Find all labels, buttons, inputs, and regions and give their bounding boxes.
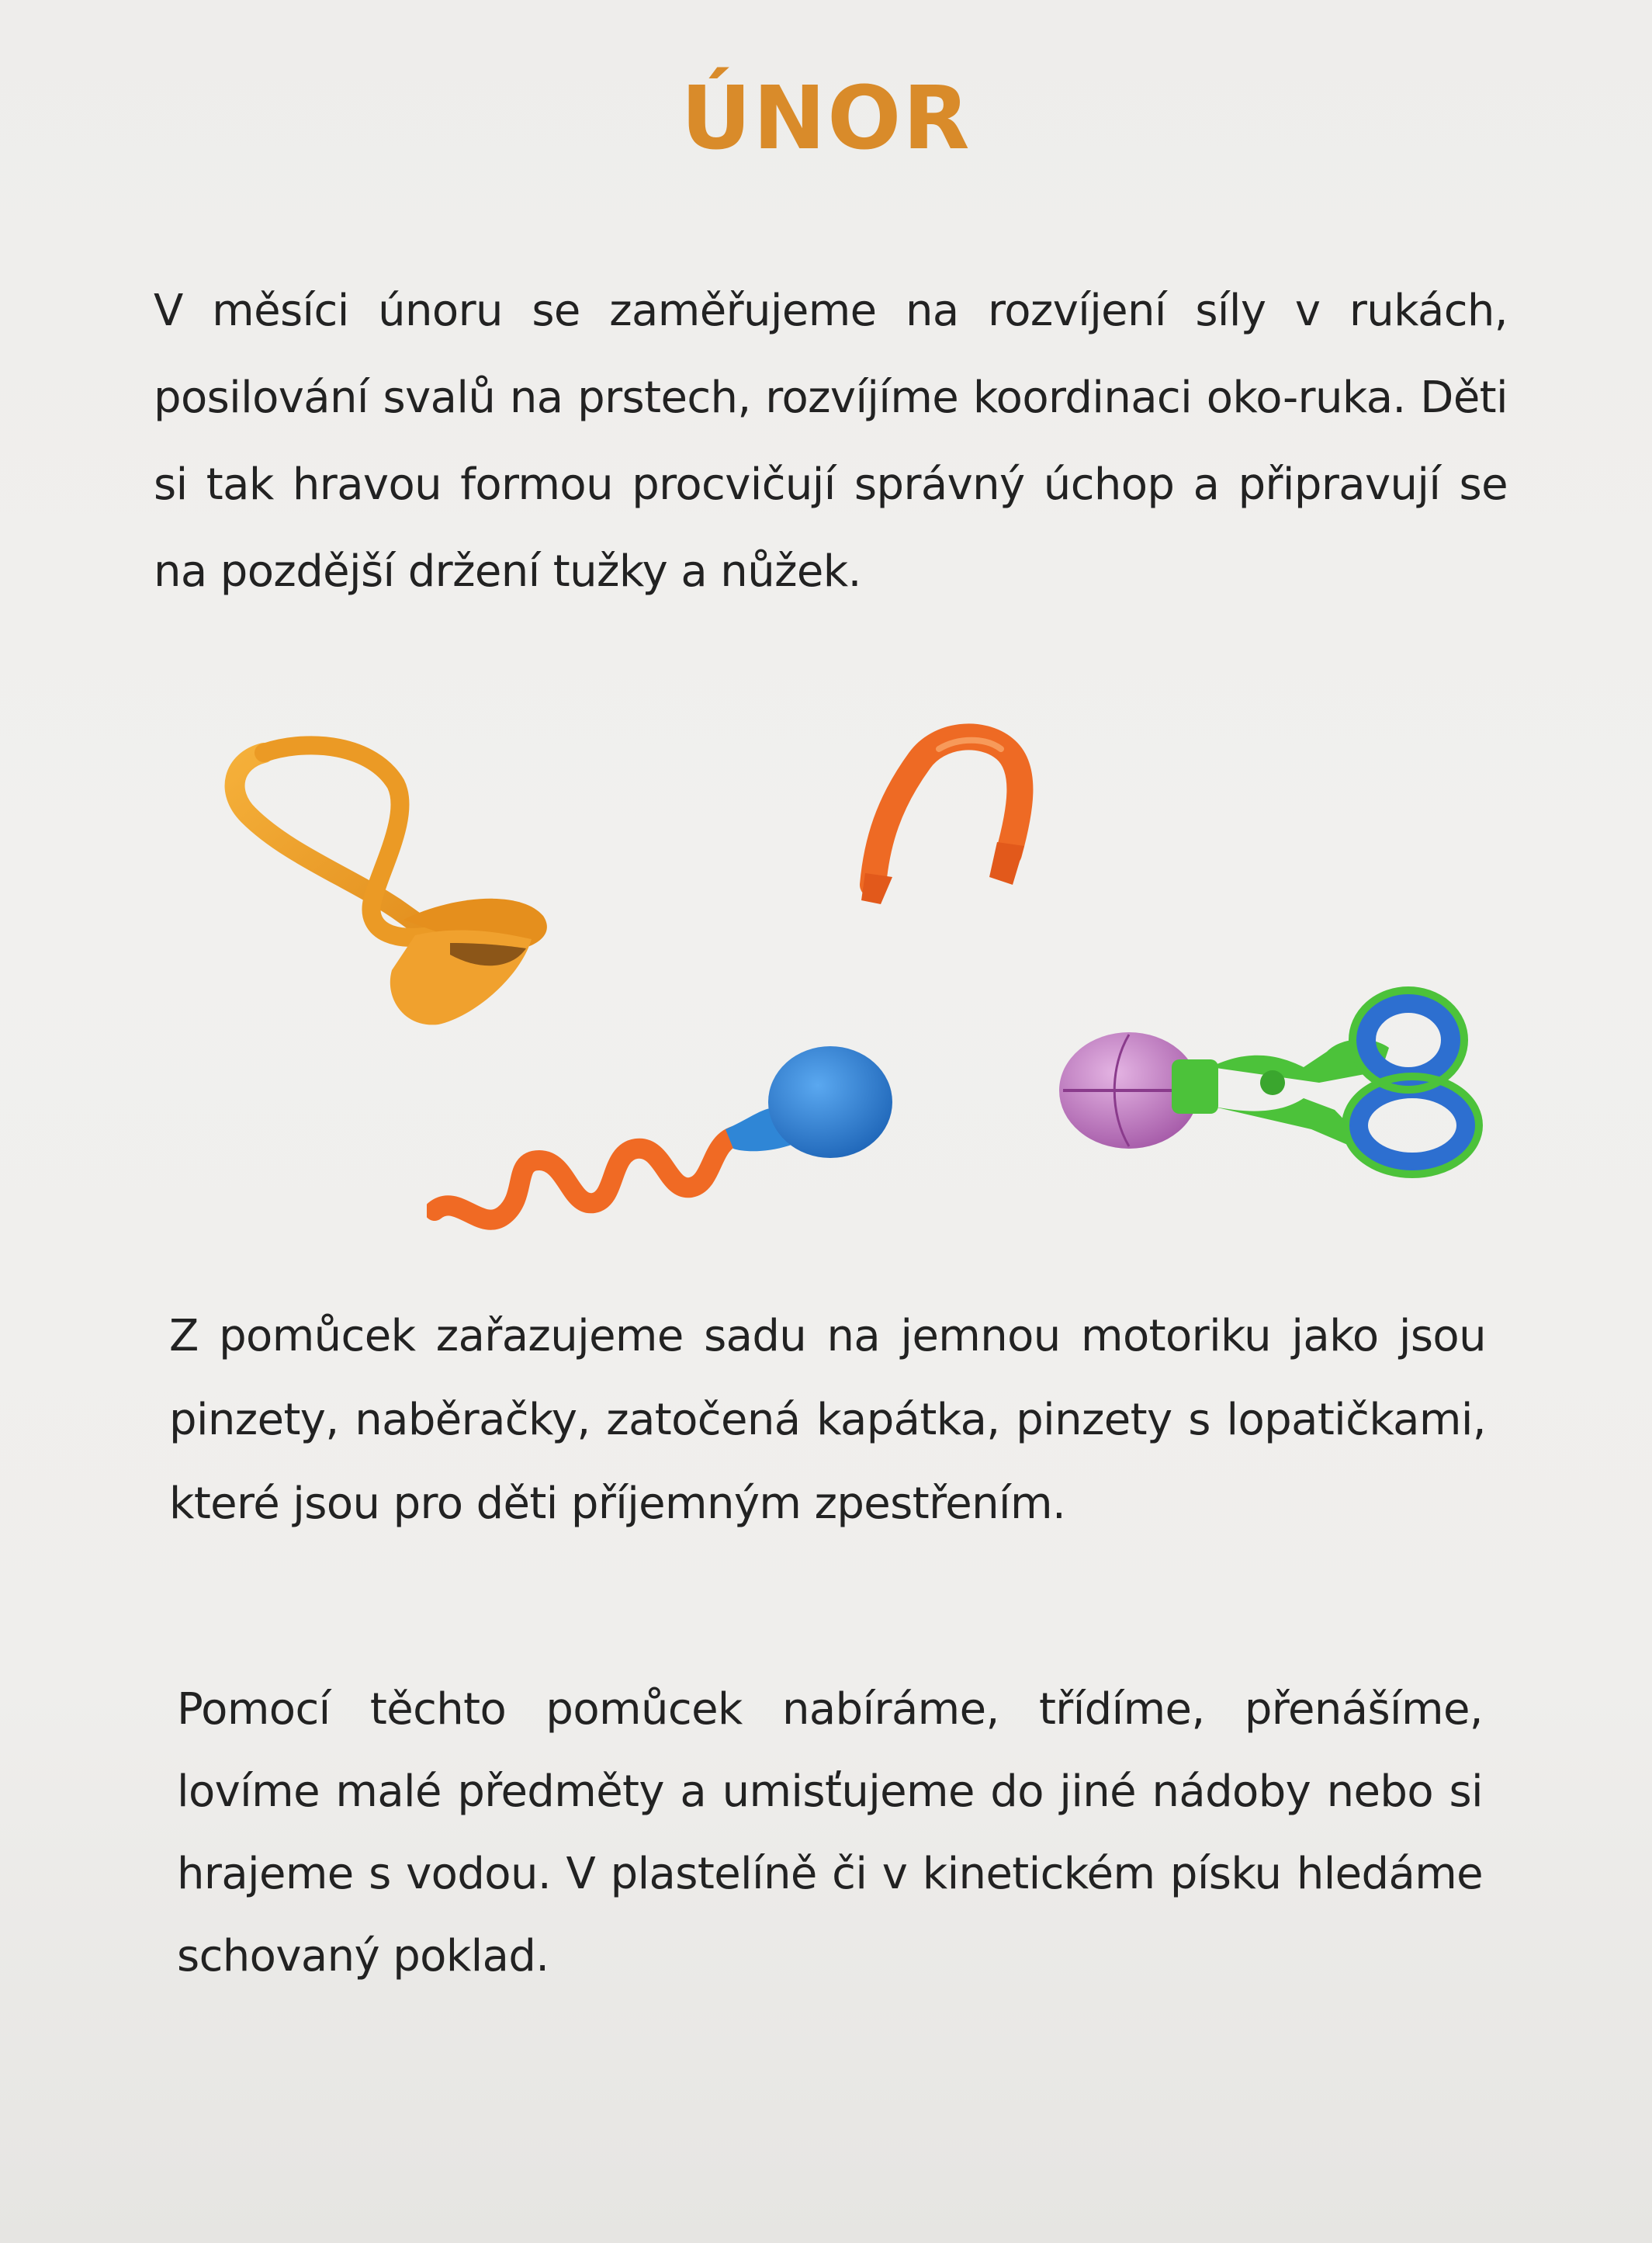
activities-paragraph: Pomocí těchto pomůcek nabíráme, třídíme, přenášíme, lovíme malé předměty a umisťujeme do jiné nádoby nebo si hrajeme s vodou. V plastelíně či v kinetickém písku hledáme schovaný poklad. [177, 1684, 1483, 1981]
twisty-dropper-icon [427, 1036, 900, 1261]
intro-paragraph: V měsíci únoru se zaměřujeme na rozvíjení síly v rukách, posilování svalů na prstech, rozvíjíme koordinaci oko-ruka. Děti si tak hravou formou procvičují správný úchop a připravují se na pozdější držení tužky a nůžek. [154, 286, 1508, 597]
scissor-scoop-icon [1048, 982, 1498, 1184]
spoon-tongs-icon [217, 722, 574, 1040]
tools-paragraph: Z pomůcek zařazujeme sadu na jemnou motoriku jako jsou pinzety, naběračky, zatočená kapátka, pinzety s lopatičkami, které jsou pro děti příjemným zpestřením. [169, 1311, 1486, 1529]
page-title: ÚNOR [681, 68, 971, 169]
tweezers-icon [846, 718, 1048, 920]
